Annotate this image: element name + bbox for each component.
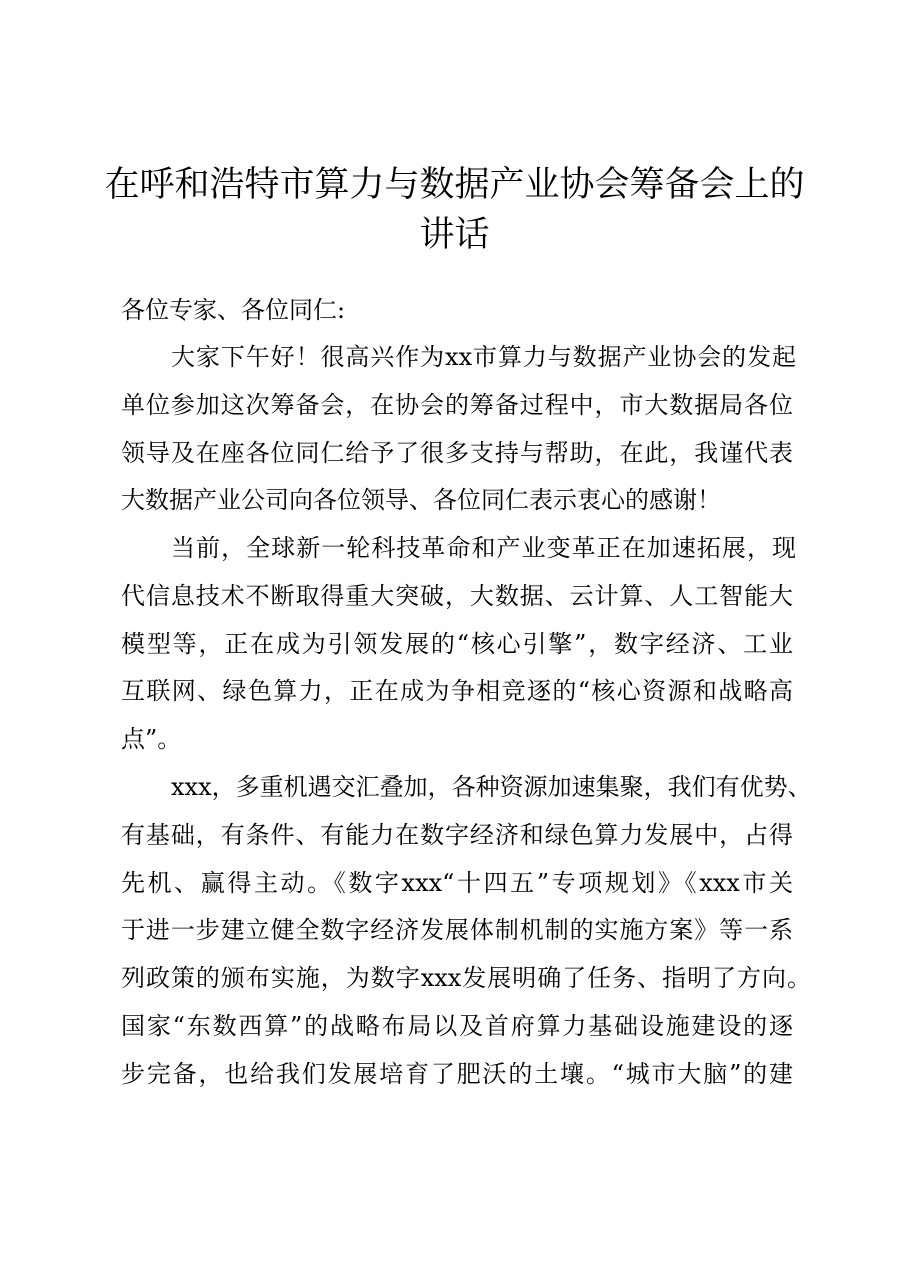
paragraph-line: 先机、赢得主动。《数字xxx“十四五”专项规划》《xxx市关	[121, 869, 793, 897]
paragraph-line: 单位参加这次筹备会，在协会的筹备过程中，市大数据局各位	[121, 391, 793, 419]
paragraph-line: 国家“东数西算”的战略布局以及首府算力基础设施建设的逐	[121, 1012, 793, 1040]
document-title-line-2: 讲话	[419, 215, 490, 255]
paragraph-line: 大数据产业公司向各位领导、各位同仁表示衷心的感谢！	[121, 486, 721, 514]
paragraph-line: 于进一步建立健全数字经济发展体制机制的实施方案》等一系	[121, 916, 793, 944]
paragraph-line: 有基础，有条件、有能力在数字经济和绿色算力发展中，占得	[121, 821, 793, 849]
document-title-line-1: 在呼和浩特市算力与数据产业协会筹备会上的	[104, 165, 805, 205]
paragraph-line: 点”。	[121, 725, 182, 753]
paragraph-line: 代信息技术不断取得重大突破，大数据、云计算、人工智能大	[121, 582, 793, 610]
paragraph-line: 列政策的颁布实施，为数字xxx发展明确了任务、指明了方向。	[121, 964, 811, 992]
salutation: 各位专家、各位同仁:	[121, 296, 346, 324]
paragraph-line: 大家下午好！很高兴作为xx市算力与数据产业协会的发起	[171, 343, 796, 371]
paragraph-line: 互联网、绿色算力，正在成为争相竞逐的“核心资源和战略高	[121, 677, 793, 705]
paragraph-line: 领导及在座各位同仁给予了很多支持与帮助，在此，我谨代表	[121, 439, 793, 467]
paragraph-line: 步完备，也给我们发展培育了肥沃的土壤。“城市大脑”的建	[121, 1060, 793, 1088]
paragraph-line: 当前，全球新一轮科技革命和产业变革正在加速拓展，现	[171, 534, 796, 562]
paragraph-line: xxx，多重机遇交汇叠加，各种资源加速集聚，我们有优势、	[171, 773, 812, 801]
paragraph-line: 模型等，正在成为引领发展的“核心引擎”，数字经济、工业	[121, 630, 793, 658]
